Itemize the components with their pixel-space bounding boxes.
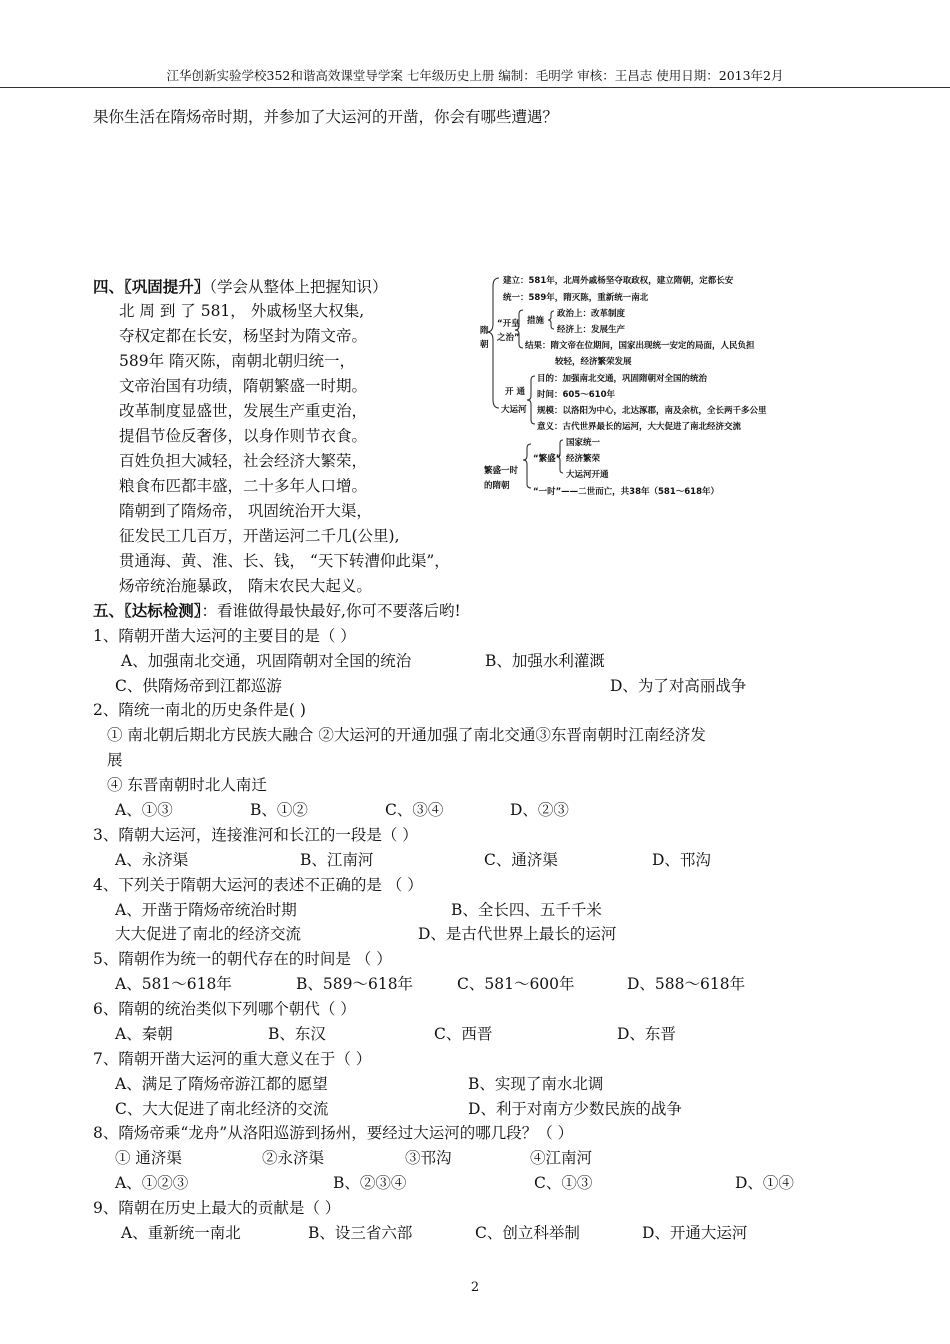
poem-line: 提倡节俭反奢侈，以身作则节衣食。 — [119, 427, 368, 445]
diagram-yunhekaitong: 大运河开通 — [566, 470, 609, 480]
q9-option-c: C、创立科举制 — [475, 1224, 580, 1242]
q5-option-d: D、588～618年 — [627, 975, 746, 993]
q6-option-a: A、秦朝 — [115, 1025, 173, 1043]
q8-option-c: C、①③ — [534, 1174, 593, 1192]
poem-line: 589年 隋灭陈，南朝北朝归统一， — [119, 352, 356, 370]
q4-option-b: B、全长四、五千千米 — [451, 901, 602, 919]
poem-line: 改革制度显盛世，发展生产重吏治， — [119, 402, 368, 420]
q3-option-a: A、永济渠 — [115, 851, 189, 869]
diagram-fansheng: “繁盛” — [533, 454, 562, 464]
diagram-guimo: 规模：以洛阳为中心，北达涿郡，南及余杭，全长两千多公里 — [537, 406, 767, 416]
diagram-jieguo-2: 较轻，经济繁荣发展 — [555, 357, 632, 367]
q7-option-c: C、大大促进了南北经济的交流 — [115, 1100, 329, 1118]
poem-line: 粮食布匹都丰盛，二十多年人口增。 — [119, 477, 368, 495]
diagram-brackets — [483, 272, 818, 502]
page-header: 江华创新实验学校352和谐高效课堂导学案 七年级历史上册 编制：毛明学 审核：王昌志 使用日期：2013年2月 — [0, 66, 950, 88]
q2-option-b: B、①② — [250, 801, 308, 819]
q8-option-d: D、①④ — [735, 1174, 794, 1192]
diagram-zhengzhi: 政治上：改革制度 — [557, 309, 626, 319]
page-number: 2 — [470, 1280, 480, 1295]
knowledge-structure-diagram — [480, 272, 818, 502]
poem-line: 百姓负担大减轻，社会经济大繁荣， — [119, 452, 368, 470]
q5-option-c: C、581～600年 — [457, 975, 575, 993]
q3-option-c: C、通济渠 — [484, 851, 558, 869]
diagram-jingji: 经济上：发展生产 — [557, 325, 626, 335]
intro-question-line: 果你生活在隋炀帝时期，并参加了大运河的开凿，你会有哪些遭遇？ — [93, 108, 559, 126]
q2-option-c: C、③④ — [385, 801, 444, 819]
q9-option-b: B、设三省六部 — [308, 1224, 413, 1242]
q4-option-d: D、是古代世界上最长的运河 — [418, 925, 617, 943]
diagram-jieguo-1: 结果：隋文帝在位期间，国家出现统一安定的局面，人民负担 — [525, 341, 755, 351]
q1-option-a: A、加强南北交通，巩固隋朝对全国的统治 — [121, 652, 412, 670]
question-2: 2、隋统一南北的历史条件是( ) — [93, 701, 306, 719]
q8-option-b: B、②③④ — [333, 1174, 407, 1192]
diagram-guojia: 国家统一 — [566, 438, 601, 448]
section5-heading — [93, 599, 461, 621]
poem-line: 北 周 到 了 581， 外戚杨坚大权集, — [119, 302, 365, 320]
q1-option-c: C、供隋炀帝到江都巡游 — [115, 677, 282, 695]
q7-option-b: B、实现了南水北调 — [468, 1075, 604, 1093]
question-6: 6、隋朝的统治类似下列哪个朝代（ ） — [93, 1000, 356, 1018]
q4-option-a: A、开凿于隋炀帝统治时期 — [115, 901, 297, 919]
q8-choice-4: ④江南河 — [530, 1149, 593, 1167]
q9-option-d: D、开通大运河 — [642, 1224, 748, 1242]
question-8: 8、隋炀帝乘“龙舟”从洛阳巡游到扬州，要经过大运河的哪几段？（ ） — [93, 1124, 574, 1142]
question-3: 3、隋朝大运河，连接淮河和长江的一段是（ ） — [93, 826, 418, 844]
q8-option-a: A、①②③ — [115, 1174, 189, 1192]
section5-subtitle: ：看谁做得最快最好,你可不要落后哟! — [201, 602, 461, 620]
q8-choice-3: ③邗沟 — [405, 1149, 452, 1167]
diagram-tongyi: 统一：589年，隋灭陈，重新统一南北 — [503, 293, 649, 303]
diagram-yishi: “一时”——二世而亡，共38年（581～618年） — [533, 487, 719, 497]
q2-option-d: D、②③ — [510, 801, 569, 819]
question-7: 7、隋朝开凿大运河的重大意义在于（ ） — [93, 1050, 372, 1068]
q2-conditions-line-2: 展 — [107, 751, 123, 769]
q3-option-b: B、江南河 — [300, 851, 374, 869]
q1-option-b: B、加强水利灌溉 — [485, 652, 605, 670]
diagram-shijian: 时间：605～610年 — [537, 390, 615, 400]
diagram-kaihuang: “开皇之治” — [497, 319, 520, 343]
section4-heading — [93, 275, 388, 297]
q6-option-c: C、西晋 — [434, 1025, 493, 1043]
q8-choice-1: ① 通济渠 — [115, 1149, 182, 1167]
diagram-cuoshi: 措施 — [527, 316, 545, 326]
diagram-yiyi: 意义：古代世界最长的运河，大大促进了南北经济交流 — [537, 422, 742, 432]
poem-line: 隋朝到了隋炀帝， 巩固统治开大渠， — [119, 502, 372, 520]
section4-title: 四、〖巩固提升〗 — [93, 277, 210, 296]
q6-option-d: D、东晋 — [617, 1025, 676, 1043]
q9-option-a: A、重新统一南北 — [121, 1224, 241, 1242]
question-9: 9、隋朝在历史上最大的贡献是（ ） — [93, 1199, 341, 1217]
question-1: 1、隋朝开凿大运河的主要目的是（ ） — [93, 627, 356, 645]
diagram-root: 隋朝 — [480, 326, 489, 350]
q7-option-a: A、满足了隋炀帝游江都的愿望 — [115, 1075, 328, 1093]
diagram-jingjifanrong: 经济繁荣 — [566, 454, 601, 464]
section5-title: 五、〖达标检测〗 — [93, 601, 202, 620]
poem-line: 征发民工几百万，开凿运河二千几(公里), — [119, 527, 400, 545]
diagram-mudi: 目的：加强南北交通，巩固隋朝对全国的统治 — [537, 374, 708, 384]
diagram-jianli: 建立：581年，北周外戚杨坚夺取政权，建立隋朝，定都长安 — [503, 276, 734, 286]
section4-subtitle: （学会从整体上把握知识） — [209, 278, 388, 296]
diagram-kaitong: 开 通 — [505, 387, 525, 397]
diagram-fansheng-title: 繁盛一时的隋朝 — [484, 466, 519, 491]
poem-line: 炀帝统治施暴政， 隋末农民大起义。 — [119, 577, 372, 595]
poem-line: 贯通海、黄、淮、长、钱， “天下转漕仰此渠”， — [119, 552, 450, 570]
q1-option-d: D、为了对高丽战争 — [610, 677, 747, 695]
q7-option-d: D、利于对南方少数民族的战争 — [468, 1100, 682, 1118]
diagram-dayunhe: 大运河 — [501, 405, 527, 415]
question-5: 5、隋朝作为统一的朝代存在的时间是 （ ） — [93, 950, 392, 968]
q5-option-a: A、581～618年 — [115, 975, 232, 993]
q8-choice-2: ②永济渠 — [262, 1149, 325, 1167]
poem-line: 夺权定都在长安，杨坚封为隋文帝。 — [119, 327, 368, 345]
q3-option-d: D、邗沟 — [652, 851, 711, 869]
question-4: 4、下列关于隋朝大运河的表述不正确的是 （ ） — [93, 876, 423, 894]
q2-option-a: A、①③ — [115, 801, 173, 819]
q4-option-c: 大大促进了南北的经济交流 — [115, 925, 302, 943]
q5-option-b: B、589～618年 — [296, 975, 414, 993]
poem-line: 文帝治国有功绩，隋朝繁盛一时期。 — [119, 377, 368, 395]
q6-option-b: B、东汉 — [268, 1025, 326, 1043]
q2-conditions-line-1: ① 南北朝后期北方民族大融合 ②大运河的开通加强了南北交通③东晋南朝时江南经济发 — [107, 726, 706, 744]
q2-conditions-line-3: ④ 东晋南朝时北人南迁 — [107, 776, 267, 794]
